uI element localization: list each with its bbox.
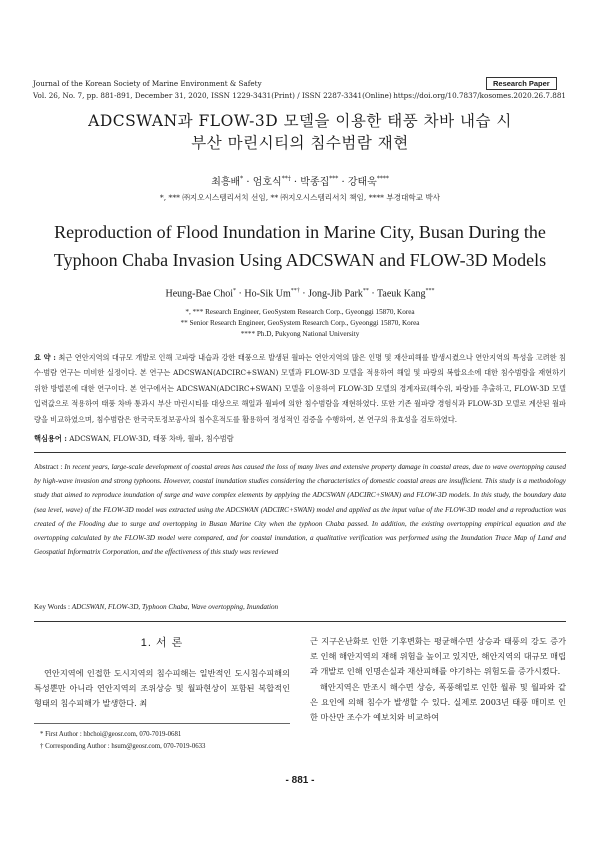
author-separator: · [341,177,345,188]
author-en-2: Ho-Sik Um [244,288,291,300]
affiliation-korean: *, *** ㈜지오시스템리서치 선임, ** ㈜지오시스템리서치 책임, **** 부경대학교 박사 [159,193,441,202]
author-ko-1: 최흥배 [211,177,241,188]
footnote-corresponding-author: † Corresponding Author : hsum@geosr.com, 070-7019-0633 [40,743,206,750]
author-separator: · [293,177,298,188]
abstract-korean-label: 요 약 : [34,353,56,362]
footnote-divider [34,723,290,724]
title-korean-line2: 부산 마린시티의 침수범람 재현 [191,134,409,152]
title-english-line1: Reproduction of Flood Inundation in Marine City, Busan During the [54,222,546,242]
authors-korean [0,173,600,188]
author-en-3-mark: ** [362,288,369,294]
author-ko-4: 강태욱 [347,177,377,188]
intro-paragraph-right-1: 근 지구온난화로 인한 기후변화는 평균해수면 상승과 태풍의 강도 증가로 인해 해안지역의 재해 위험을 높이고 있지만, 해안지역의 대규모 매립과 개발로 인해 인명손실과 재산피해를 야기하는 위험도를 증가시켰다. [310,636,566,677]
abstract-english-text: In recent years, large-scale development of coastal areas has caused the loss of many lives and extensive property damage in coastal areas, due to wave overtopping caused by high-wave invasion and strong typhoons. However, coastal inundation studies considering the characteristics of domestic coastal areas are insufficient. This study is a methodology study that aimed to reproduce inundation of surge and wave complex elements by applying the ADCSWAN (ADCIRC+SWAN) and FLOW-3D models. In this study, the boundary data (sea level, wave) of the FLOW-3D model was extracted using the ADCSWAN (ADCIRC+SWAN) model and applied as the input value of the FLOW-3D model and a reproduction was created of the Flooding due to surge and overtopping in Busan Marine City when the typhoon Chaba passed. In addition, the existing overtopping empirical equation and the overtopping calculated by the FLOW-3D model were compared, and for coastal inundation, a qualitative verification was performed using the Inundation Trace Map of Land and Geospatial Informatrix Corporation, and the effectiveness of this study was reviewed [34,463,566,557]
article-type-badge: Research Paper [486,77,557,90]
intro-paragraph-left: 연안지역에 인접한 도시지역의 침수피해는 일반적인 도시침수피해의 특성뿐만 아니라 연안지역의 조위상승 및 월파현상이 포함된 복합적인 형태의 침수피해가 발생한다. 최 [34,668,290,709]
doi-link[interactable]: https://doi.org/10.7837/kosomes.2020.26.7.881 [393,91,566,100]
abstract-english [34,460,566,559]
keywords-korean [34,431,566,446]
author-ko-2-mark: **† [281,175,291,183]
author-en-4-mark: *** [425,288,435,294]
author-ko-3-mark: *** [329,175,339,183]
author-separator: · [238,288,242,300]
divider [34,452,566,453]
keywords-english-text: ADCSWAN, FLOW-3D, Typhoon Chaba, Wave overtopping, Inundation [71,603,279,611]
author-en-3: Jong-Jib Park [308,288,363,300]
abstract-korean-text: 최근 연안지역의 대규모 개발로 인해 고파랑 내습과 강한 태풍으로 발생된 월파는 연안지역의 많은 인명 및 재산피해를 발생시켰으나 연안지역의 특성을 고려한 침수·범람 연구는 미비한 실정이다. 본 연구는 ADCSWAN(ADCIRC+SWAN) 모델과 FLOW-3D 모델을 적용하여 해일 및 파랑의 복합요소에 대한 침수범람을 재현하기 위한 방법론에 대한 연구이다. 본 연구에서는 ADCSWAN(ADCIRC+SWAN) 모델을 이용하여 FLOW-3D 모델의 경계자료(해수위, 파랑)를 추출하고, FLOW-3D 모델 입력값으로 적용하여 태풍 차바 통과시 부산 마린시티를 대상으로 해일과 월파에 의한 침수범람을 재현하였다. 또한 기존 월파량 경험식과 FLOW-3D 모델로 계산된 월파량을 비교하였으며, 침수범람은 한국국토정보공사의 침수흔적도를 활용하여 정성적인 검증을 수행하여, 본 연구의 유효성을 검토하였다. [34,353,566,424]
affiliations-english [0,307,600,340]
footnote-first-author: * First Author : hbchoi@geosr.com, 070-7019-0681 [40,731,182,738]
page-number: - 881 - [285,775,315,786]
citation-line: Vol. 26, No. 7, pp. 881-891, December 31, 2020, ISSN 1229-3431(Print) / ISSN 2287-3341(Online) [33,91,392,100]
journal-name: Journal of the Korean Society of Marine Environment & Safety [33,79,262,88]
keywords-english [34,600,566,614]
title-english [0,218,600,274]
author-en-1-mark: * [233,288,237,294]
divider [34,621,566,622]
keywords-english-label: Key Words : [34,603,71,611]
author-separator: · [371,288,375,300]
author-ko-3: 박종집 [300,177,330,188]
affiliation-english-3: **** Ph.D, Pukyong National University [240,330,360,338]
section-heading-introduction: 1. 서 론 [140,637,184,649]
title-english-line2: Typhoon Chaba Invasion Using ADCSWAN and FLOW-3D Models [53,250,547,270]
intro-paragraph-right [310,634,566,725]
affiliation-english-1: *, *** Research Engineer, GeoSystem Research Corp., Gyeonggi 15870, Korea [185,308,415,316]
author-separator: · [302,288,306,300]
title-korean [0,110,600,154]
abstract-english-label: Abstract : [34,463,63,471]
keywords-korean-label: 핵심용어 : [34,434,67,443]
title-korean-line1: ADCSWAN과 FLOW-3D 모델을 이용한 태풍 차바 내습 시 [88,112,512,130]
author-separator: · [246,177,250,188]
author-en-4: Taeuk Kang [377,288,426,300]
intro-paragraph-right-2: 해안지역은 만조시 해수면 상승, 폭풍해일로 인한 월류 및 월파와 같은 요인에 의해 침수가 발생할 수 있다. 실제로 2003년 태풍 매미로 인한 마산만 조수가 예보치와 비교하여 [310,681,566,723]
abstract-korean [34,350,566,427]
keywords-korean-text: ADCSWAN, FLOW-3D, 태풍 차바, 월파, 침수범람 [69,434,234,443]
affiliation-english-2: ** Senior Research Engineer, GeoSystem Research Corp., Gyeonggi 15870, Korea [180,319,420,327]
author-en-2-mark: **† [290,288,300,294]
author-ko-1-mark: * [240,175,244,183]
author-ko-2: 엄호식 [252,177,282,188]
author-en-1: Heung-Bae Choi [165,288,234,300]
authors-english [0,288,600,299]
author-ko-4-mark: **** [376,175,389,183]
